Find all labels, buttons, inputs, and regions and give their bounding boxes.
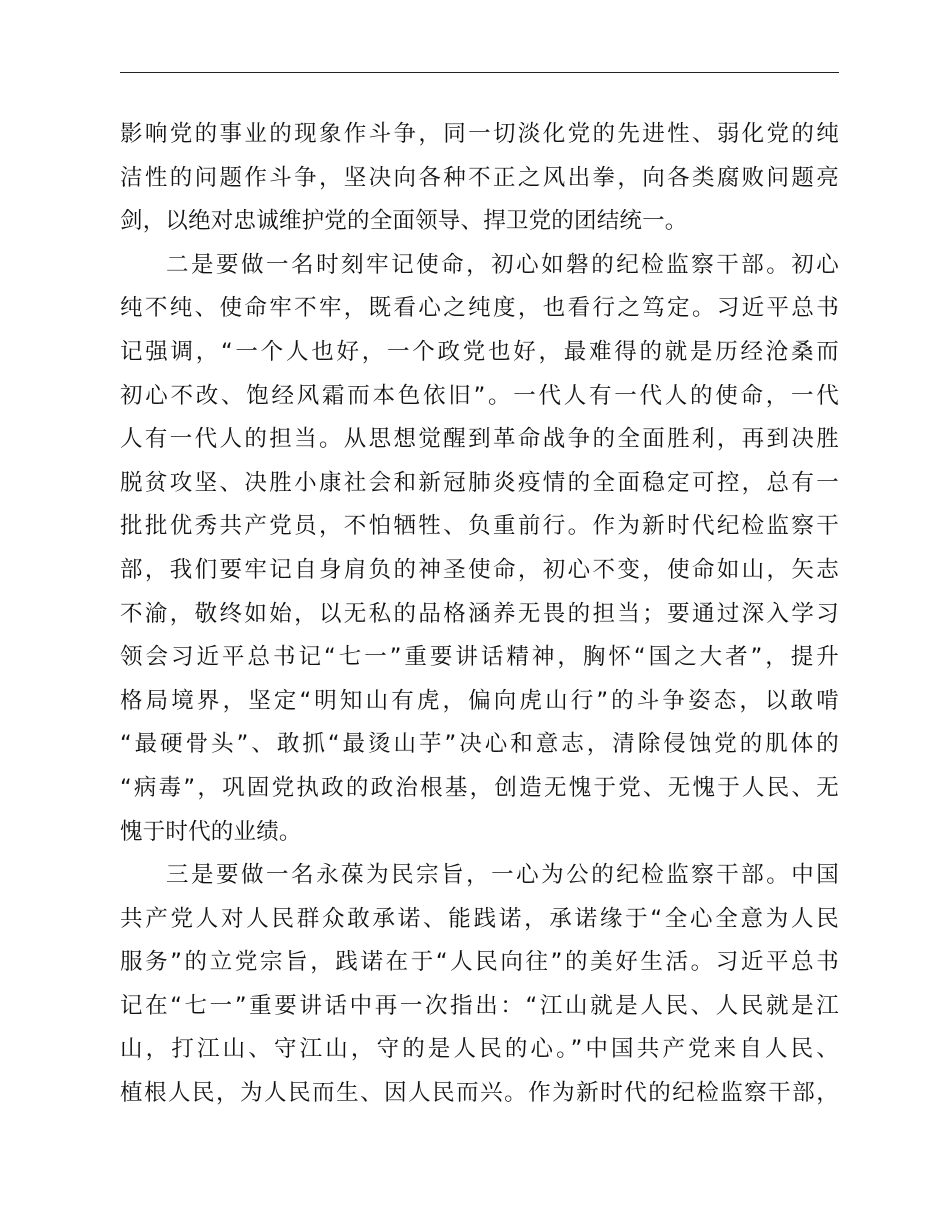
text-line: 服务”的立党宗旨，践诺在于“人民向往”的美好生活。习近平总书 (120, 949, 839, 976)
text-line: “最硬骨头”、敢抓“最烫山芋”决心和意志，清除侵蚀党的肌体的 (120, 731, 839, 758)
text-line: 纯不纯、使命牢不牢，既看心之纯度，也看行之笃定。习近平总书 (120, 295, 839, 322)
text-line: 山，打江山、守江山，守的是人民的心。”中国共产党来自人民、 (120, 1036, 839, 1063)
header-rule (120, 72, 839, 73)
paragraph-3 (120, 854, 839, 1116)
text-line: 不渝，敬终如始，以无私的品格涵养无畏的担当；要通过深入学习 (120, 600, 839, 627)
text-line: 脱贫攻坚、决胜小康社会和新冠肺炎疫情的全面稳定可控，总有一 (120, 469, 839, 496)
text-line: 剑，以绝对忠诚维护党的全面领导、捍卫党的团结统一。 (120, 208, 688, 235)
text-line: 记在“七一”重要讲话中再一次指出：“江山就是人民、人民就是江 (120, 992, 839, 1019)
text-line: 批批优秀共产党员，不怕牺牲、负重前行。作为新时代纪检监察干 (120, 513, 839, 540)
text-line: “病毒”，巩固党执政的政治根基，创造无愧于党、无愧于人民、无 (120, 774, 839, 801)
text-line: 洁性的问题作斗争，坚决向各种不正之风出拳，向各类腐败问题亮 (120, 164, 839, 191)
text-line: 共产党人对人民群众敢承诺、能践诺，承诺缘于“全心全意为人民 (120, 905, 839, 932)
text-line: 愧于时代的业绩。 (120, 818, 302, 845)
text-line: 领会习近平总书记“七一”重要讲话精神，胸怀“国之大者”，提升 (120, 644, 839, 671)
text-line: 部，我们要牢记自身肩负的神圣使命，初心不变，使命如山，矢志 (120, 556, 839, 583)
text-line: 记强调，“一个人也好，一个政党也好，最难得的就是历经沧桑而 (120, 338, 839, 365)
text-line: 植根人民，为人民而生、因人民而兴。作为新时代的纪检监察干部， (120, 1080, 839, 1107)
paragraph-1 (120, 113, 839, 244)
body-text (120, 113, 839, 1116)
text-line: 二是要做一名时刻牢记使命，初心如磐的纪检监察干部。初心 (166, 251, 839, 278)
text-line: 格局境界，坚定“明知山有虎，偏向虎山行”的斗争姿态，以敢啃 (120, 687, 839, 714)
text-line: 人有一代人的担当。从思想觉醒到革命战争的全面胜利，再到决胜 (120, 426, 839, 453)
text-line: 三是要做一名永葆为民宗旨，一心为公的纪检监察干部。中国 (166, 862, 839, 889)
text-line: 初心不改、饱经风霜而本色依旧”。一代人有一代人的使命，一代 (120, 382, 839, 409)
text-line: 影响党的事业的现象作斗争，同一切淡化党的先进性、弱化党的纯 (120, 121, 839, 147)
paragraph-2 (120, 244, 839, 854)
